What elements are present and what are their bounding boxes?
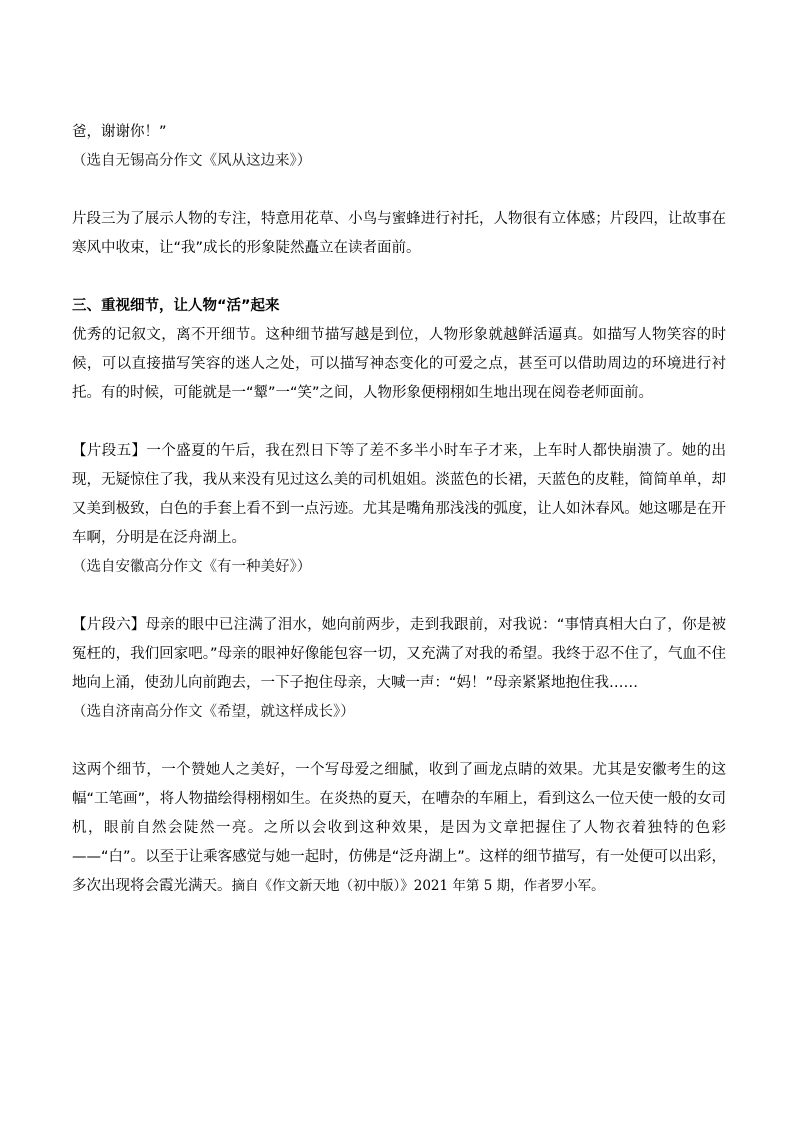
document-body [72,118,726,901]
paragraph-detail-intro: 优秀的记叙文，离不开细节。这种细节描写越是到位，人物形象就越鲜活逼真。如描写人物笑容的时候，可以直接描写笑容的迷人之处，可以描写神态变化的可爱之点，甚至可以借助周边的环境进行衬托。有的时候，可能就是一“颦”一“笑”之间，人物形象便栩栩如生地出现在阅卷老师面前。 [72,327,726,401]
paragraph-excerpt-5: 【片段五】一个盛夏的午后，我在烈日下等了差不多半小时车子才来，上车时人都快崩溃了。她的出现，无疑惊住了我，我从来没有见过这么美的司机姐姐。淡蓝色的长裙，天蓝色的皮鞋，简简单单，却又美到极致，白色的手套上看不到一点污迹。尤其是嘴角那浅浅的弧度，让人如沐春风。她这哪是在开车啊，分明是在泛舟湖上。 [72,443,726,546]
paragraph-gap [72,408,726,437]
conclusion-text: 这两个细节，一个赞她人之美好，一个写母爱之细腻，收到了画龙点睛的效果。尤其是安徽考生的这幅“工笔画”，将人物描绘得栩栩如生。在炎热的夏天，在嘈杂的车厢上，看到这么一位天使一般的女司机，眼前自然会陡然一亮。之所以会收到这种效果，是因为文章把握住了人物衣着独特的色彩——“白”。以至于让乘客感觉与她一起时，仿佛是“泛舟湖上”。这样的细节描写，有一处便可以出彩，多次出现将会霞光满天。 [72,762,726,894]
source-citation-anhui: （选自安徽高分作文《有一种美好》） [72,559,312,575]
paragraph-gap [72,263,726,292]
paragraph-gap [72,176,726,205]
paragraph-analysis-3-4: 片段三为了展示人物的专注，特意用花草、小鸟与蜜蜂进行衬托，人物很有立体感；片段四，让故事在寒风中收束，让“我”成长的形象陡然矗立在读者面前。 [72,211,726,256]
source-citation-jinan: （选自济南高分作文《希望，就这样成长》） [72,704,355,720]
source-citation-wuxi: （选自无锡高分作文《风从这边来》） [72,153,312,169]
paragraph-gap [72,727,726,756]
paragraph-conclusion [72,756,726,901]
paragraph-gap [72,582,726,611]
section-heading-3: 三、重视细节，让人物“活”起来 [72,298,280,314]
source-note: 摘自《作文新天地（初中版）》2021 年第 5 期，作者罗小军。 [231,878,605,894]
paragraph-quote-end: 爸，谢谢你！” [72,124,167,140]
paragraph-excerpt-6: 【片段六】母亲的眼中已注满了泪水，她向前两步，走到我跟前，对我说：“事情真相大白了，你是被冤枉的，我们回家吧。”母亲的眼神好像能包容一切，又充满了对我的希望。我终于忍不住了，气血不住地向上涌，使劲儿向前跑去，一下子抱住母亲，大喊一声：“妈！”母亲紧紧地抱住我…… [72,617,726,691]
